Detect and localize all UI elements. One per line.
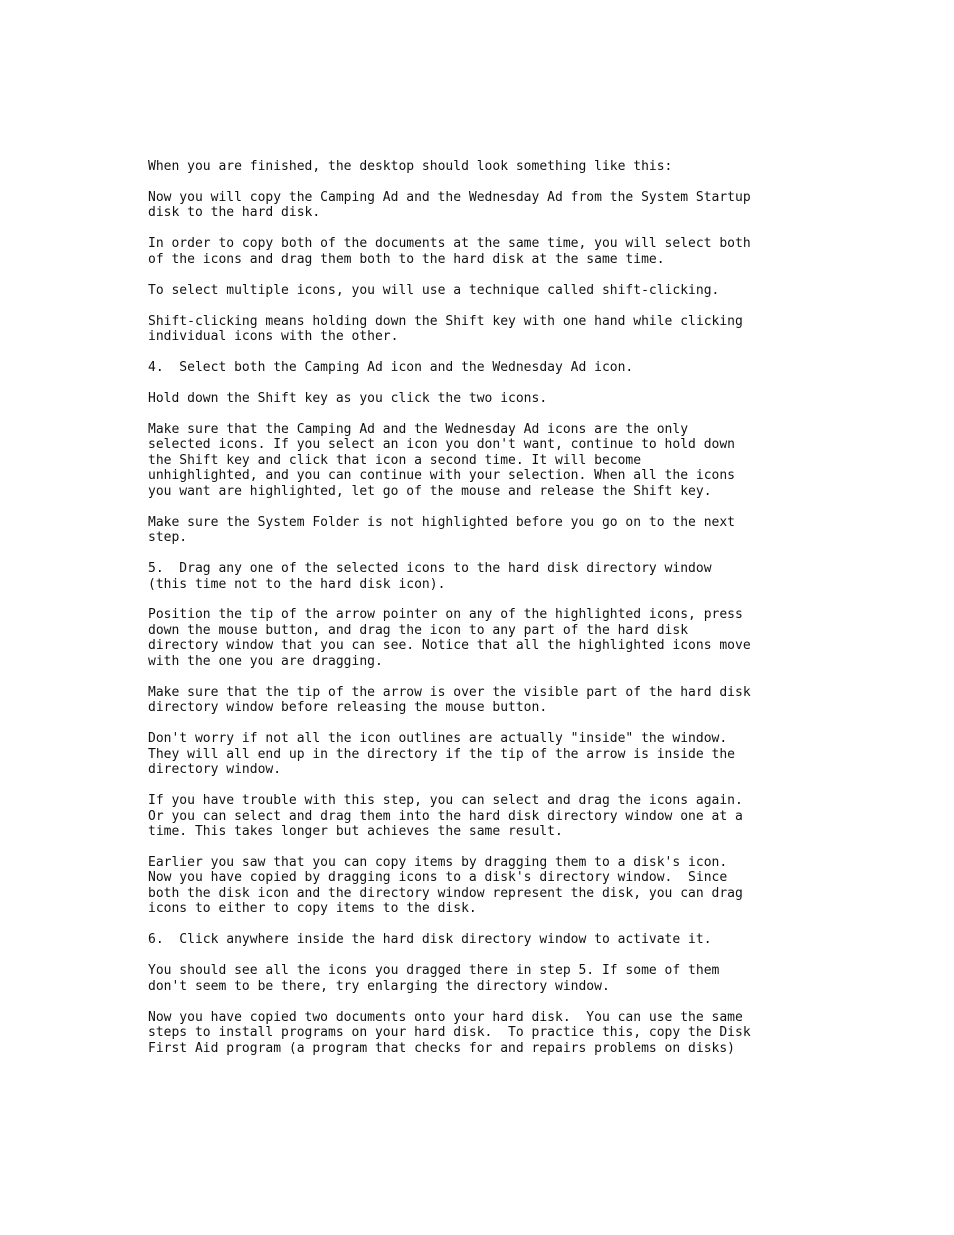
paragraph-hold-shift: Hold down the Shift key as you click the two icons. [148,390,548,406]
paragraph-now-copied: Now you have copied two documents onto your hard disk. You can use the same steps to install programs on your hard disk. To practice this, copy the Disk First Aid program (a program that checks for and repairs problems on disks) [148,1009,751,1056]
paragraph-dont-worry: Don't worry if not all the icon outlines are actually "inside" the window. They will all end up in the directory if the tip of the arrow is inside the directory window. [148,731,735,778]
paragraph-should-see: You should see all the icons you dragged there in step 5. If some of them don't seem to be there, try enlarging the directory window. [148,963,720,994]
paragraph-shift-clicking: Shift-clicking means holding down the Shift key with one hand while clicking individual icons with the other. [148,313,743,345]
document-page [148,159,848,1072]
paragraph-position-pointer: Position the tip of the arrow pointer on any of the highlighted icons, press down the mouse button, and drag the icon to any part of the hard disk directory window that you can see. Notice that all the highlighted icons move with the one you are dragging. [148,607,751,669]
paragraph-copy-intro: Now you will copy the Camping Ad and the Wednesday Ad from the System Startup disk to the hard disk. [148,189,751,221]
paragraph-step-5: 5. Drag any one of the selected icons to the hard disk directory window (this time not to the hard disk icon). [148,561,712,592]
paragraph-arrow-tip: Make sure that the tip of the arrow is over the visible part of the hard disk directory window before releasing the mouse button. [148,684,751,716]
paragraph-step-6: 6. Click anywhere inside the hard disk directory window to activate it. [148,932,712,948]
paragraph-select-multiple: To select multiple icons, you will use a technique called shift-clicking. [148,282,720,298]
paragraph-make-sure-selected: Make sure that the Camping Ad and the Wednesday Ad icons are the only selected icons. If you select an icon you don't want, continue to hold down the Shift key and click that icon a second time. It will become unhighlighted, and you can continue with your selection. When all the icons you want are highlighted, let go of the mouse and release the Shift key. [148,421,735,499]
paragraph-earlier: Earlier you saw that you can copy items by dragging them to a disk's icon. Now you have copied by dragging icons to a disk's directory window. Since both the disk icon and the directory window represent the disk, you can drag icons to either to copy items to the disk. [148,854,743,917]
paragraph-copy-both: In order to copy both of the documents at the same time, you will select both of the icons and drag them both to the hard disk at the same time. [148,236,751,267]
paragraph-step-4: 4. Select both the Camping Ad icon and the Wednesday Ad icon. [148,359,634,375]
paragraph-system-folder: Make sure the System Folder is not highlighted before you go on to the next step. [148,514,735,546]
paragraph-trouble: If you have trouble with this step, you can select and drag the icons again. Or you can select and drag them into the hard disk directory window one at a time. This takes longer but achieves the same result. [148,793,743,840]
paragraph-finished: When you are finished, the desktop should look something like this: [148,159,673,174]
